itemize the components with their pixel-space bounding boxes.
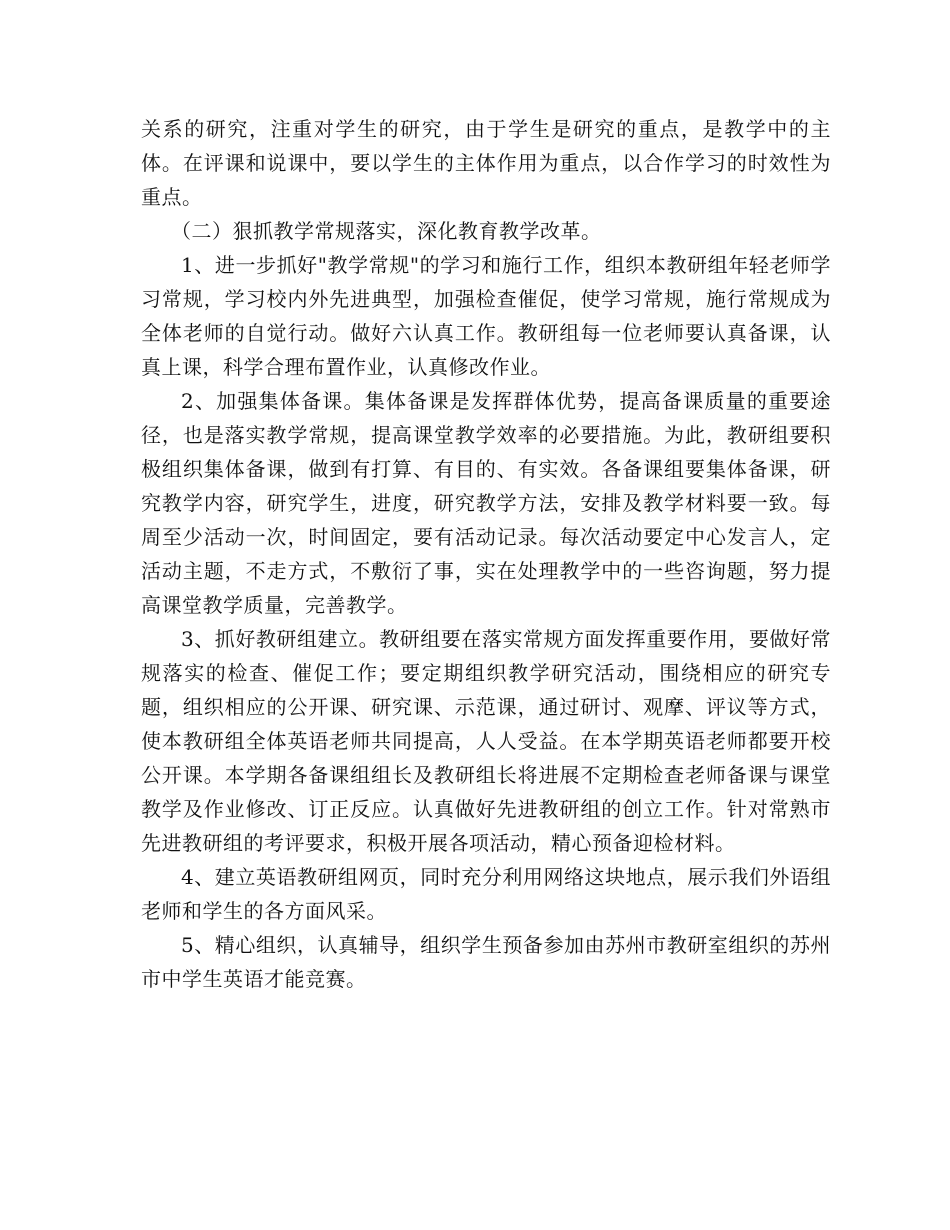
paragraph-continuation: 关系的研究，注重对学生的研究，由于学生是研究的重点，是教学中的主体。在评课和说课中，要以学生的主体作用为重点，以合作学习的时效性为重点。	[141, 117, 831, 209]
paragraph-item-1: 1、进一步抓好"教学常规"的学习和施行工作，组织本教研组年轻老师学习常规，学习校内外先进典型，加强检查催促，使学习常规，施行常规成为全体老师的自觉行动。做好六认真工作。教研组每一位老师要认真备课，认真上课，科学合理布置作业，认真修改作业。	[141, 253, 831, 379]
paragraph-item-4: 4、建立英语教研组网页，同时充分利用网络这块地点，展示我们外语组老师和学生的各方面风采。	[141, 865, 831, 923]
paragraph-item-5: 5、精心组织，认真辅导，组织学生预备参加由苏州市教研室组织的苏州市中学生英语才能竞赛。	[141, 933, 831, 991]
document-page	[141, 112, 831, 996]
paragraph-item-3: 3、抓好教研组建立。教研组要在落实常规方面发挥重要作用，要做好常规落实的检查、催促工作；要定期组织教学研究活动，围绕相应的研究专题，组织相应的公开课、研究课、示范课，通过研讨、观摩、评议等方式，使本教研组全体英语老师共同提高，人人受益。在本学期英语老师都要开校公开课。本学期各备课组组长及教研组长将进展不定期检查老师备课与课堂教学及作业修改、订正反应。认真做好先进教研组的创立工作。针对常熟市先进教研组的考评要求，积极开展各项活动，精心预备迎检材料。	[141, 627, 831, 855]
section-heading: （二）狠抓教学常规落实，深化教育教学改革。	[171, 219, 602, 243]
paragraph-item-2: 2、加强集体备课。集体备课是发挥群体优势，提高备课质量的重要途径，也是落实教学常规，提高课堂教学效率的必要措施。为此，教研组要积极组织集体备课，做到有打算、有目的、有实效。各备课组要集体备课，研究教学内容，研究学生，进度，研究教学方法，安排及教学材料要一致。每周至少活动一次，时间固定，要有活动记录。每次活动要定中心发言人，定活动主题，不走方式，不敷衍了事，实在处理教学中的一些咨询题，努力提高课堂教学质量，完善教学。	[141, 389, 831, 617]
